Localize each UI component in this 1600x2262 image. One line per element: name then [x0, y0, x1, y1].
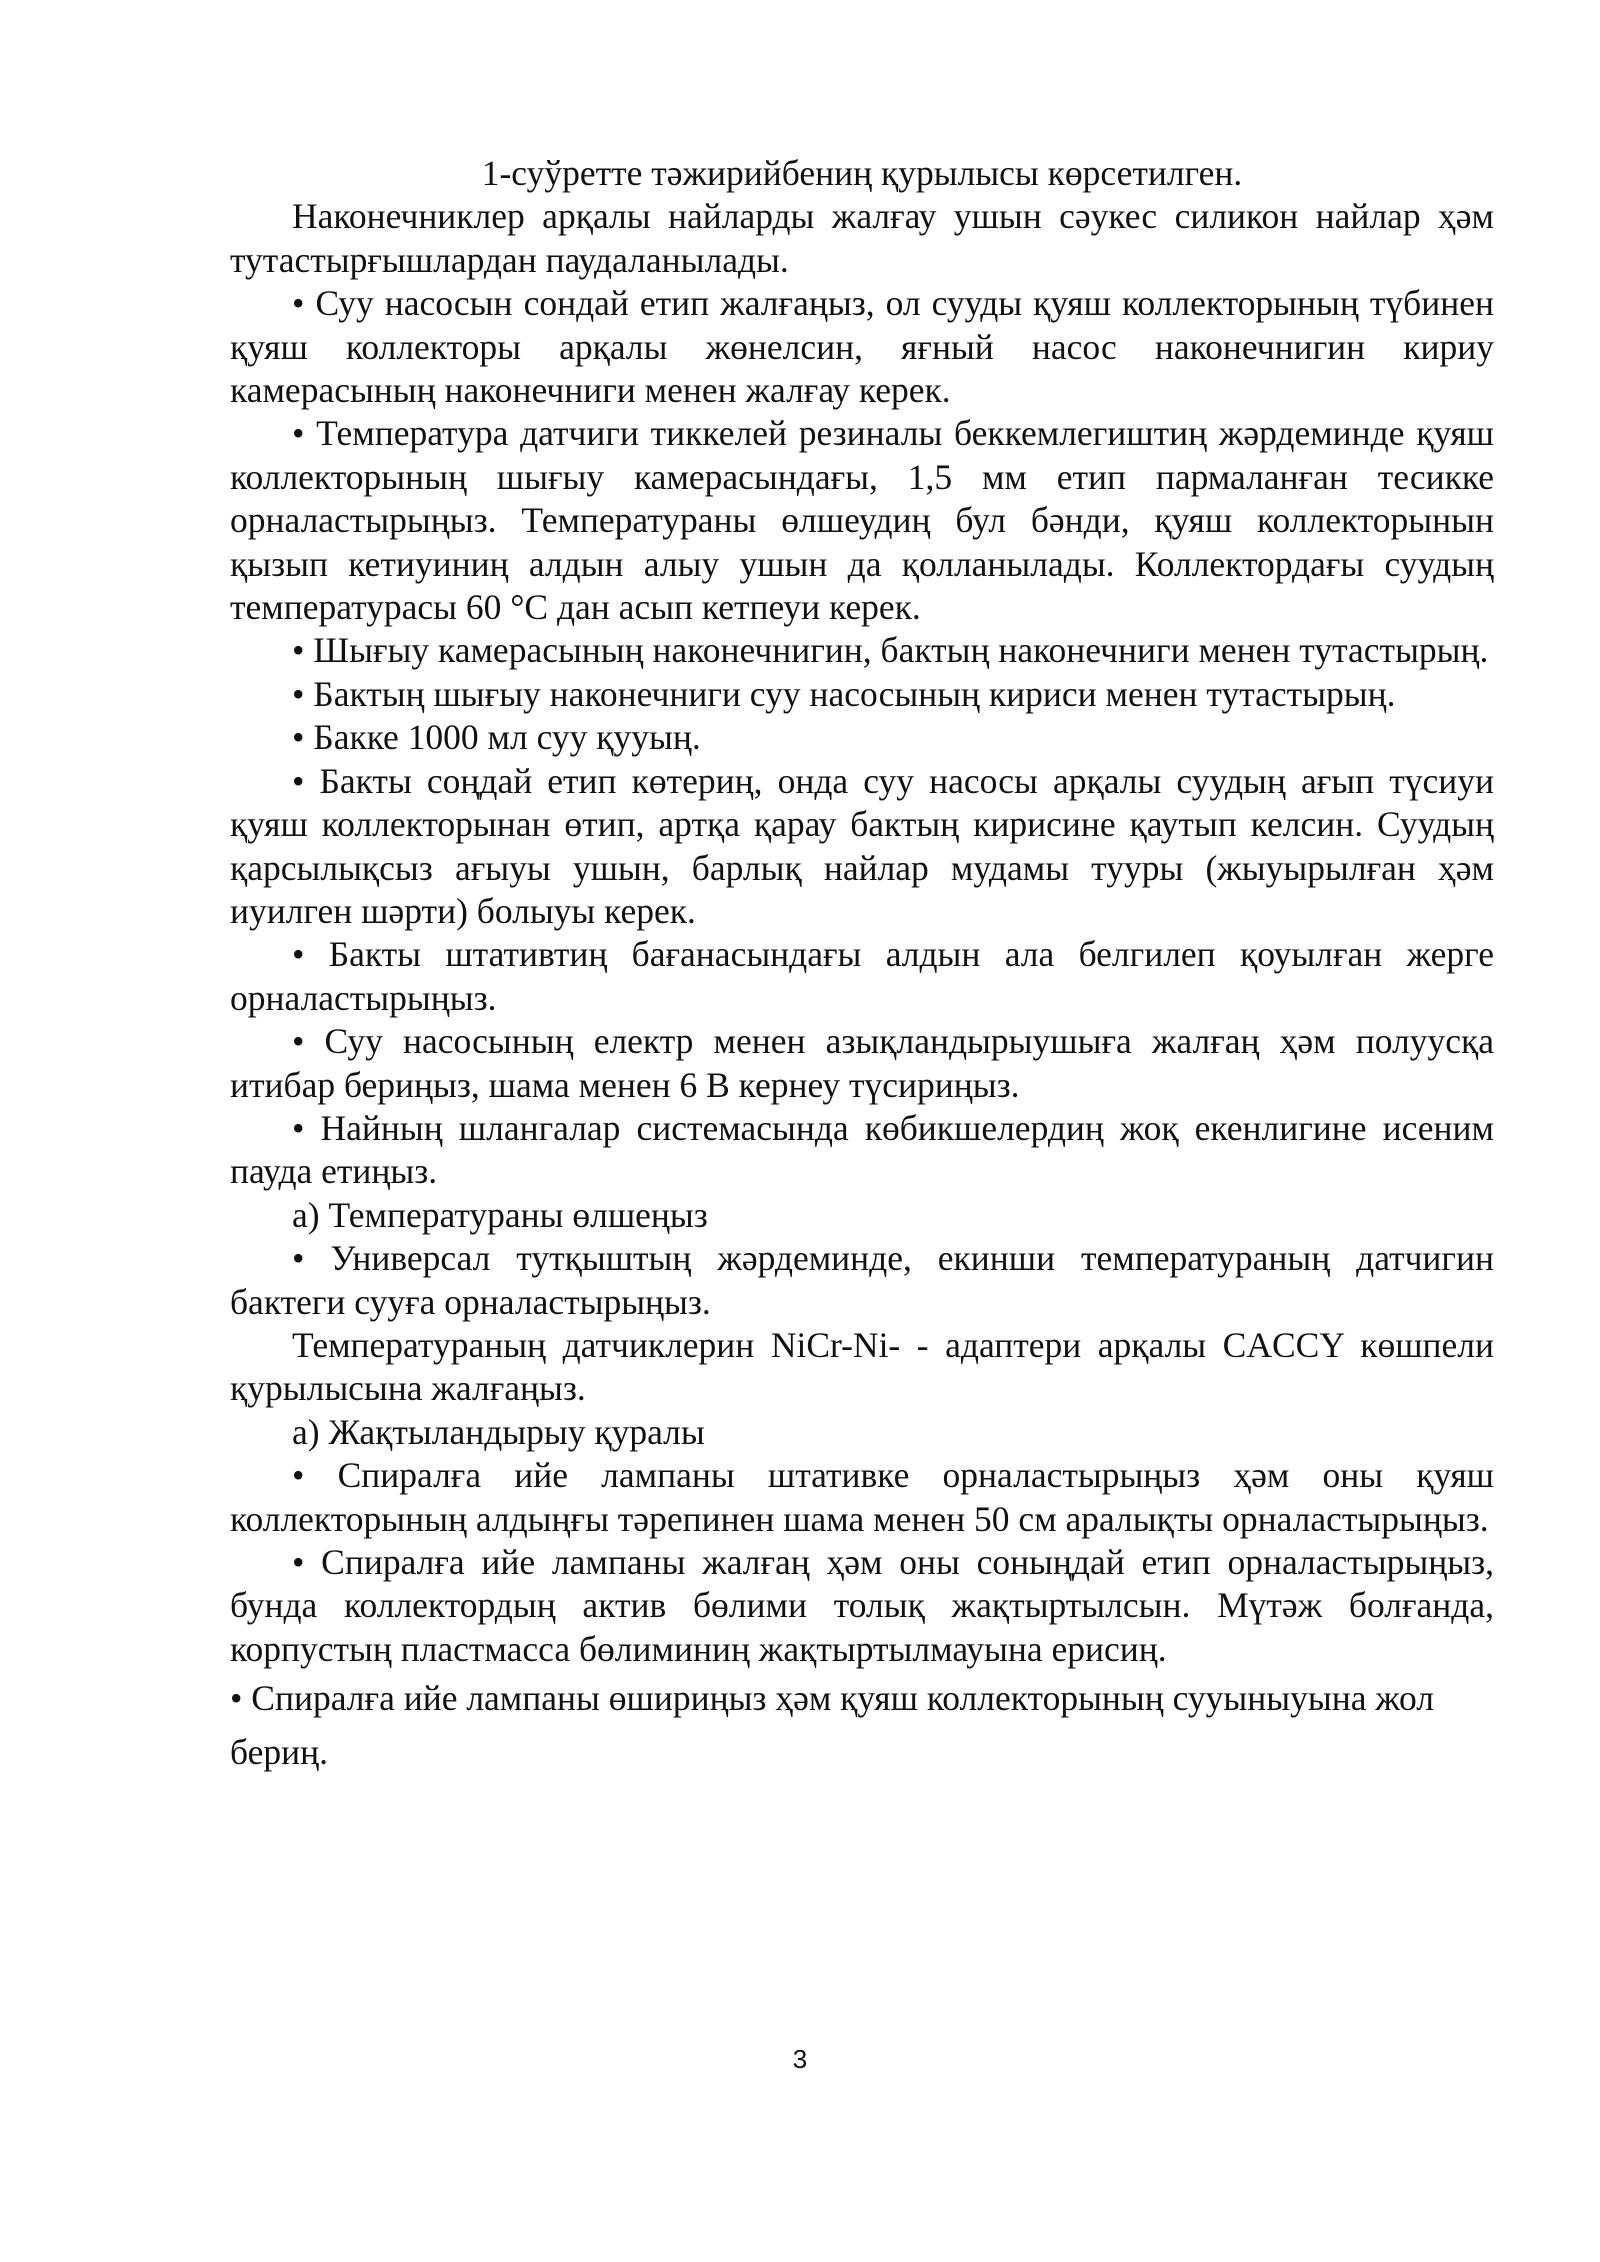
paragraph-outlet-chamber: • Шығыу камерасының наконечнигин, бактың наконечниги менен тутастырың. [292, 630, 1489, 671]
paragraph-raise-tank: • Бакты соңдай етип көтериң, онда суу насосы арқалы суудың ағып түсиуи қуяш коллекторынан өтип, артқа қарау бактың кирисине қаутып келсин. Суудың қарсылықсыз ағыуы ушын, барлық найлар мудамы тууры (жыуырылған ҳәм иуилген шәрти) болыуы керек. [230, 760, 1494, 931]
document-body [230, 152, 1494, 1779]
paragraph-tank-placement: • Бакты штативтиң бағанасындағы алдын ала белгилеп қоуылған жерге орналастырыңыз. [230, 934, 1494, 1018]
paragraph-power-supply: • Суу насосының електр менен азықландырыушыға жалғаң ҳәм полуусқа итибар бериңыз, шама менен 6 В кернеу түсириңыз. [230, 1021, 1494, 1105]
paragraph-sensor-adapter: Температураның датчиклерин NiCr-Ni- - адаптери арқалы CACCY көшпели қурылысына жалғаңыз. [230, 1324, 1494, 1409]
paragraph-pump-connection: • Суу насосын сондай етип жалғаңыз, ол сууды қуяш коллекторының түбинен қуяш коллекторы арқалы жөнелсин, яғный насос наконечнигин кириу камерасының наконечниги менен жалғау керек. [230, 283, 1494, 411]
paragraph-lamp-connection: • Спиралға ийе лампаны жалғаң ҳәм оны соныңдай етип орналастырыңыз, бунда коллектордың актив бөлими толық жақтыртылсын. Мүтәж болғанда, корпустың пластмасса бөлиминиң жақтыртылмауына ерисиң. [230, 1542, 1494, 1669]
paragraph-fill-water: • Бакке 1000 мл суу қууың. [292, 717, 701, 758]
paragraph-air-bubbles: • Найның шлангалар системасында көбикшелердиң жоқ екенлигине исеним пауда етиңыз. [230, 1107, 1494, 1192]
heading-measure-temperature: а) Температураны өлшеңыз [292, 1194, 708, 1235]
paragraph-second-sensor: • Универсал тутқыштың жәрдеминде, екинши температураның датчигин бактеги сууға орналастырыңыз. [230, 1238, 1494, 1322]
paragraph-connecting-tubes: Наконечниклер арқалы найларды жалғау ушын сәукес силикон найлар ҳәм тутастырғышлардан паудаланылады. [230, 196, 1494, 280]
paragraph-lamp-off: • Спиралға ийе лампаны өшириңыз ҳәм қуяш коллекторының сууыныуына жол бериң. [230, 1678, 1435, 1773]
paragraph-figure-caption: 1-суўретте тәжирийбениң қурылысы көрсетилген. [481, 153, 1243, 193]
paragraph-temperature-sensor: • Температура датчиги тиккелей резиналы беккемлегиштиң жәрдеминде қуяш коллекторының шығыу камерасындағы, 1,5 мм етип пармаланған тесикке орналастырыңыз. Температураны өлшеудиң бул бәнди, қуяш коллекторынын қызып кетиуиниң алдын алыу ушын да қолланылады. Коллектордағы суудың температурасы 60 °С дан асып кетпеуи керек. [230, 413, 1494, 628]
page-number: 3 [792, 2044, 808, 2074]
heading-lighting-device: а) Жақтыландырыу қуралы [292, 1411, 705, 1452]
paragraph-tank-outlet: • Бактың шығыу наконечниги суу насосының кириси менен тутастырың. [292, 673, 1396, 714]
paragraph-lamp-placement: • Спиралға ийе лампаны штативке орналастырыңыз ҳәм оны қуяш коллекторының алдыңғы тәрепинен шама менен 50 см аралықты орналастырыңыз. [230, 1455, 1494, 1539]
